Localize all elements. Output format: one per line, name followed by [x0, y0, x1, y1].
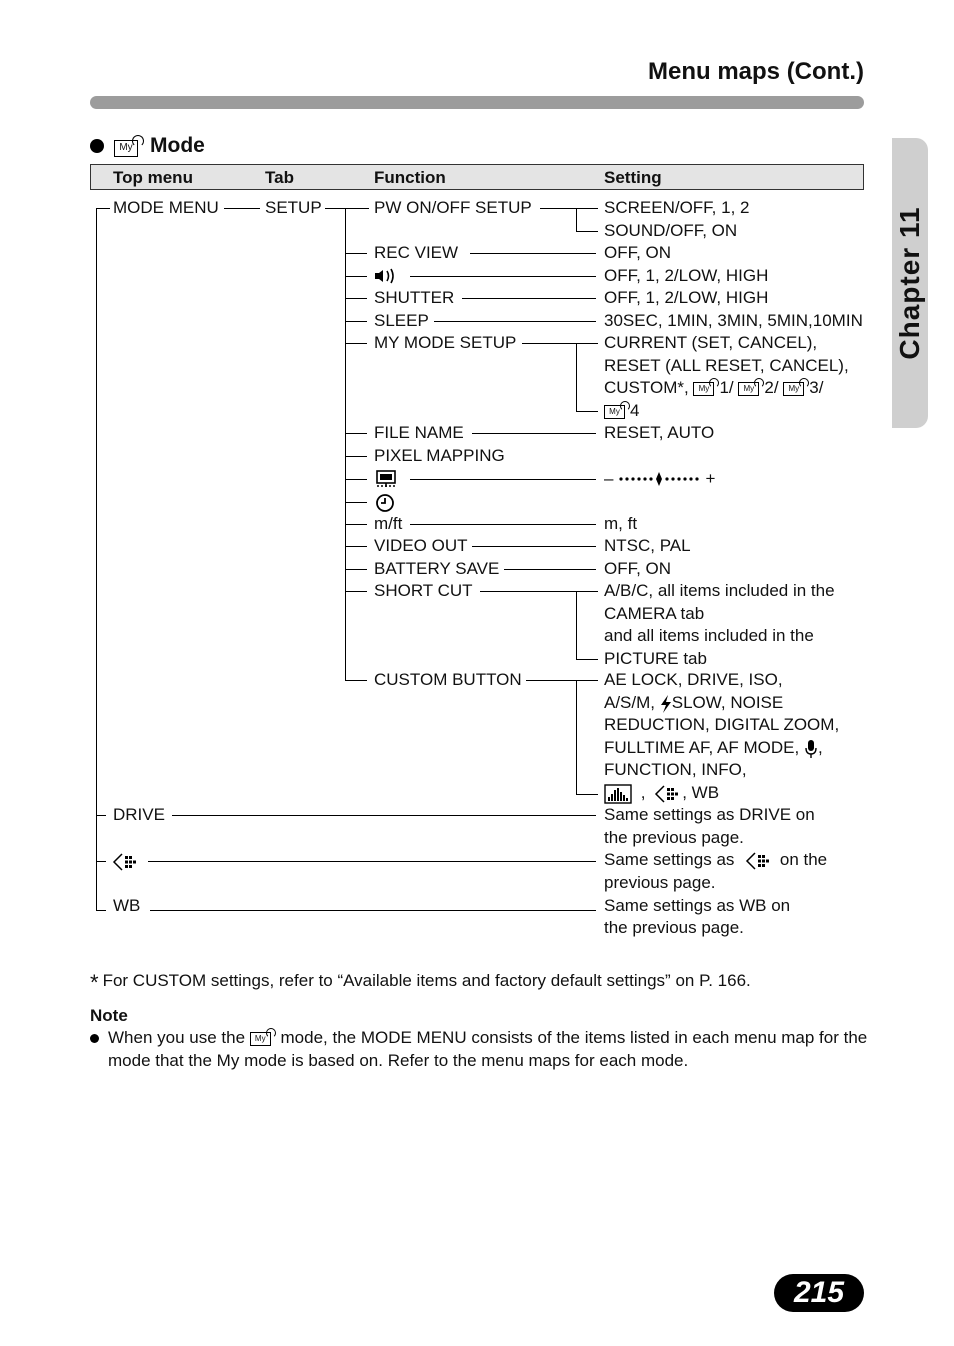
top-menu-drive: DRIVE — [113, 805, 165, 824]
page-header-title: Menu maps (Cont.) — [648, 58, 864, 85]
top-menu-mode-menu: MODE MENU — [113, 198, 219, 217]
setting-drive-1: Same settings as DRIVE on — [604, 805, 815, 824]
th-function: Function — [374, 168, 446, 187]
brightness-plus: + — [705, 469, 716, 488]
setting-cb-1: AE LOCK, DRIVE, ISO, — [604, 670, 783, 689]
section-title-text: Mode — [150, 134, 205, 157]
header-rule — [90, 96, 864, 109]
th-top-menu: Top menu — [113, 168, 193, 187]
setting-cb-4: FULLTIME AF, AF MODE, , — [604, 738, 823, 757]
microphone-icon — [804, 739, 818, 759]
function-battery-save: BATTERY SAVE — [374, 559, 500, 578]
my-mode-icon: My — [114, 135, 144, 157]
flash-icon — [660, 695, 672, 713]
function-sleep: SLEEP — [374, 311, 429, 330]
histogram-icon — [604, 784, 632, 804]
setting-m-ft: m, ft — [604, 514, 638, 533]
function-shutter: SHUTTER — [374, 288, 455, 307]
function-m-ft: m/ft — [374, 514, 403, 533]
function-my-mode-setup: MY MODE SETUP — [374, 333, 517, 352]
setting-drive-2: the previous page. — [604, 828, 744, 847]
setting-pw-1: SCREEN/OFF, 1, 2 — [604, 198, 750, 217]
function-pw-onoff-setup: PW ON/OFF SETUP — [374, 198, 532, 217]
my-mode-icon: My — [250, 1028, 276, 1046]
setting-wb-1: Same settings as WB on — [604, 896, 791, 915]
my-mode-icon: My — [693, 378, 719, 396]
bullet-icon — [90, 139, 104, 153]
setting-cb-3: REDUCTION, DIGITAL ZOOM, — [604, 715, 840, 734]
setting-my-1: CURRENT (SET, CANCEL), — [604, 333, 818, 352]
table-header — [90, 164, 864, 190]
brightness-scale — [604, 469, 715, 489]
function-pixel-mapping: PIXEL MAPPING — [374, 446, 505, 465]
metering-icon — [112, 852, 140, 872]
setting-file-name: RESET, AUTO — [604, 423, 715, 442]
setting-beep: OFF, 1, 2/LOW, HIGH — [604, 266, 769, 285]
setting-sc-2: CAMERA tab — [604, 604, 705, 623]
footnote — [90, 970, 751, 996]
metering-icon — [654, 784, 682, 804]
setting-sleep: 30SEC, 1MIN, 3MIN, 5MIN,10MIN — [604, 311, 863, 330]
setting-pw-2: SOUND/OFF, ON — [604, 221, 738, 240]
section-title — [90, 134, 205, 158]
beep-icon — [374, 267, 398, 285]
chapter-tab-label-wrap — [892, 138, 928, 428]
setting-my-3: CUSTOM*, My 1/ My 2/ My 3/ — [604, 378, 824, 397]
function-video-out: VIDEO OUT — [374, 536, 468, 555]
setting-metering-2: previous page. — [604, 873, 716, 892]
function-file-name: FILE NAME — [374, 423, 464, 442]
tree-line — [96, 208, 97, 911]
setting-battery-save: OFF, ON — [604, 559, 672, 578]
note-line-1: When you use the My mode, the MODE MENU consists of the items listed in each menu map for the — [108, 1028, 868, 1047]
footnote-text: For CUSTOM settings, refer to “Available items and factory default settings” on P. 166. — [102, 971, 751, 990]
my-mode-icon: My — [604, 401, 630, 419]
footnote-marker: * — [90, 970, 99, 995]
tab-setup: SETUP — [265, 198, 322, 217]
setting-my-2: RESET (ALL RESET, CANCEL), — [604, 356, 849, 375]
function-custom-button: CUSTOM BUTTON — [374, 670, 522, 689]
monitor-brightness-icon — [374, 469, 398, 489]
note-line-2: mode that the My mode is based on. Refer to the menu maps for each mode. — [108, 1051, 689, 1070]
setting-metering-1: Same settings as on the — [604, 850, 828, 869]
setting-cb-6: , , WB — [604, 783, 719, 804]
setting-sc-1: A/B/C, all items included in the — [604, 581, 835, 600]
function-short-cut: SHORT CUT — [374, 581, 473, 600]
bullet-icon — [90, 1034, 99, 1043]
setting-video-out: NTSC, PAL — [604, 536, 691, 555]
setting-sc-3: and all items included in the — [604, 626, 814, 645]
th-tab: Tab — [265, 168, 294, 187]
setting-cb-5: FUNCTION, INFO, — [604, 760, 747, 779]
metering-icon — [745, 851, 773, 871]
setting-cb-2: A/S/M, SLOW, NOISE — [604, 693, 784, 712]
clock-icon — [374, 492, 396, 514]
page-number: 215 — [774, 1274, 864, 1312]
top-menu-wb: WB — [113, 896, 141, 915]
setting-shutter: OFF, 1, 2/LOW, HIGH — [604, 288, 769, 307]
setting-my-4: My 4 — [604, 401, 639, 421]
setting-sc-4: PICTURE tab — [604, 649, 707, 668]
note-heading: Note — [90, 1006, 128, 1025]
setting-wb-2: the previous page. — [604, 918, 744, 937]
chapter-tab-label: Chapter 11 — [894, 206, 925, 360]
brightness-minus: – — [604, 469, 614, 488]
my-mode-icon: My — [738, 378, 764, 396]
function-rec-view: REC VIEW — [374, 243, 459, 262]
th-setting: Setting — [604, 168, 662, 187]
setting-rec-view: OFF, ON — [604, 243, 672, 262]
my-mode-icon: My — [783, 378, 809, 396]
brightness-slider-icon — [613, 469, 705, 489]
